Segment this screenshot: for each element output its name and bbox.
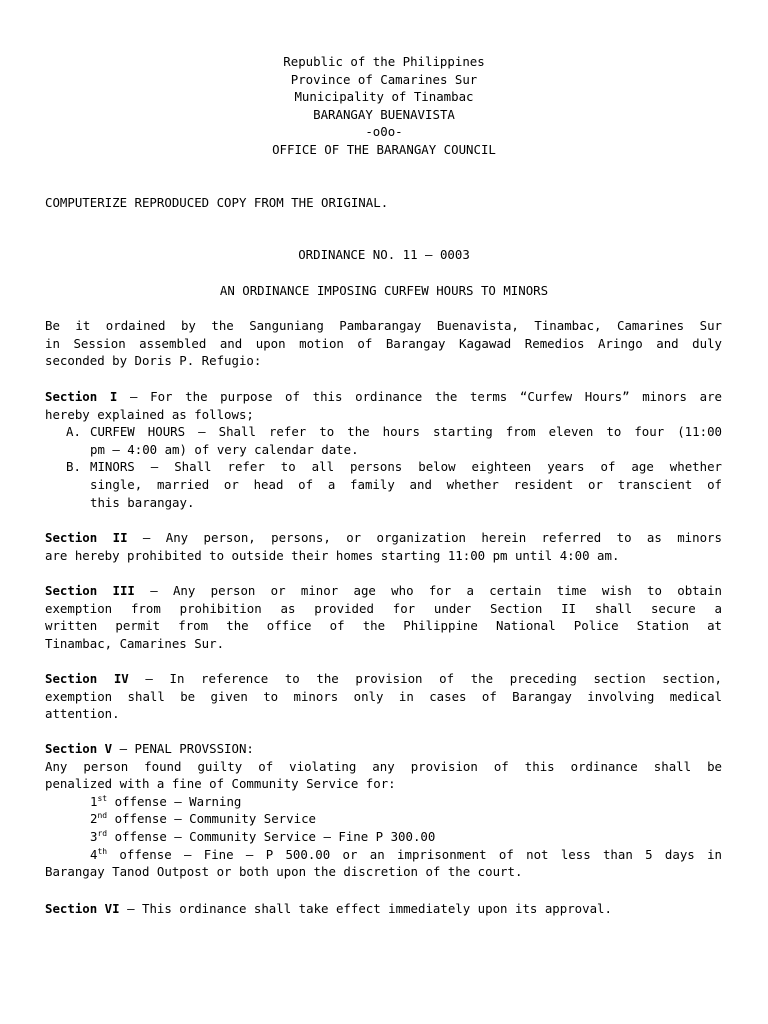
ordinance-number: ORDINANCE NO. 11 – 0003 bbox=[298, 247, 470, 262]
section-6-title: Section VI bbox=[45, 901, 120, 916]
definition-line: this barangay. bbox=[90, 494, 195, 510]
section-1-line: hereby explained as follows; bbox=[45, 406, 254, 422]
section-5-line: Any person found guilty of violating any provision of this ordinance shall be bbox=[45, 758, 722, 774]
preamble-line: in Session assembled and upon motion of Barangay Kagawad Remedios Aringo and duly bbox=[45, 335, 722, 351]
offense-ordinal: th bbox=[97, 846, 108, 856]
section-6-line bbox=[45, 900, 722, 918]
offense-2 bbox=[45, 810, 722, 828]
definition-list bbox=[45, 423, 722, 511]
section-1-title: Section I bbox=[45, 389, 118, 404]
definition-line: CURFEW HOURS – Shall refer to the hours starting from eleven to four (11:00 bbox=[90, 424, 722, 440]
section-6 bbox=[45, 900, 722, 918]
offense-number: 3 bbox=[90, 828, 98, 844]
section-4-line bbox=[45, 670, 722, 688]
section-4 bbox=[45, 670, 722, 723]
offense-text: offense – Warning bbox=[107, 793, 242, 809]
offense-number: 2 bbox=[90, 811, 98, 827]
section-4-line: attention. bbox=[45, 706, 120, 722]
definition-minors bbox=[45, 458, 722, 511]
definition-line: pm – 4:00 am) of very calendar date. bbox=[90, 441, 359, 457]
definition-line: MINORS – Shall refer to all persons below eighteen years of age whether bbox=[90, 459, 722, 475]
reproduction-note: COMPUTERIZE REPRODUCED COPY FROM THE ORIGINAL. bbox=[45, 195, 389, 210]
preamble-line: Be it ordained by the Sanguniang Pambarangay Buenavista, Tinambac, Camarines Sur bbox=[45, 318, 722, 333]
section-3-line: exemption from prohibition as provided for under Section II shall secure a bbox=[45, 600, 722, 616]
section-3-line bbox=[45, 582, 722, 600]
preamble-line: seconded by Doris P. Refugio: bbox=[45, 353, 262, 369]
list-marker: A. bbox=[66, 424, 81, 440]
section-2 bbox=[45, 529, 722, 564]
letterhead-republic: Republic of the Philippines bbox=[283, 54, 485, 69]
offense-number: 1 bbox=[90, 793, 98, 809]
preamble bbox=[45, 317, 722, 370]
offense-ordinal: nd bbox=[97, 811, 108, 821]
section-5-title: Section V bbox=[45, 741, 113, 756]
letterhead-office: OFFICE OF THE BARANGAY COUNCIL bbox=[272, 141, 496, 157]
section-5-heading: – PENAL PROVSSION: bbox=[112, 741, 254, 756]
section-2-text: – Any person, persons, or organization herein referred to as minors bbox=[127, 530, 722, 545]
offense-text: offense – Community Service – Fine P 300.00 bbox=[107, 828, 436, 844]
section-1 bbox=[45, 388, 722, 511]
offense-1 bbox=[45, 793, 722, 811]
letterhead-province: Province of Camarines Sur bbox=[290, 71, 478, 87]
definition-line: single, married or head of a family and whether resident or transcient of bbox=[90, 476, 722, 492]
section-3-line: written permit from the office of the Philippine National Police Station at bbox=[45, 618, 722, 634]
offense-3 bbox=[45, 828, 722, 846]
section-5-line: penalized with a fine of Community Service for: bbox=[45, 776, 396, 792]
offense-4-continuation: Barangay Tanod Outpost or both upon the discretion of the court. bbox=[45, 864, 523, 880]
section-3-line: Tinambac, Camarines Sur. bbox=[45, 635, 225, 651]
section-5-line bbox=[45, 740, 722, 758]
offense-text: offense – Community Service bbox=[107, 811, 316, 827]
section-3-text: – Any person or minor age who for a certain time wish to obtain bbox=[134, 583, 722, 598]
section-2-line: are hereby prohibited to outside their homes starting 11:00 pm until 4:00 am. bbox=[45, 547, 620, 563]
offense-ordinal: rd bbox=[97, 828, 108, 838]
ordinance-title: AN ORDINANCE IMPOSING CURFEW HOURS TO MINORS bbox=[219, 283, 549, 298]
section-4-line: exemption shall be given to minors only in cases of Barangay involving medical bbox=[45, 688, 722, 704]
section-2-title: Section II bbox=[45, 530, 128, 545]
offense-ordinal: st bbox=[97, 793, 108, 803]
section-1-text: – For the purpose of this ordinance the terms “Curfew Hours” minors are bbox=[117, 389, 723, 404]
section-6-text: – This ordinance shall take effect immediately upon its approval. bbox=[119, 901, 612, 916]
offense-text: offense – Fine – P 500.00 or an imprisonment of not less than 5 days in bbox=[107, 846, 722, 862]
section-4-title: Section IV bbox=[45, 671, 129, 686]
letterhead-separator: -o0o- bbox=[365, 124, 403, 139]
letterhead-barangay: BARANGAY BUENAVISTA bbox=[313, 106, 455, 122]
letterhead bbox=[0, 53, 768, 158]
section-5 bbox=[45, 740, 722, 881]
section-3-title: Section III bbox=[45, 583, 135, 598]
section-3 bbox=[45, 582, 722, 652]
list-marker: B. bbox=[66, 459, 81, 475]
section-1-line bbox=[45, 388, 722, 406]
definition-curfew-hours bbox=[45, 423, 722, 458]
letterhead-municipality: Municipality of Tinambac bbox=[294, 89, 474, 104]
offense-number: 4 bbox=[90, 846, 98, 862]
offense-4 bbox=[45, 846, 722, 864]
section-2-line bbox=[45, 529, 722, 547]
section-4-text: – In reference to the provision of the preceding section section, bbox=[128, 671, 722, 686]
